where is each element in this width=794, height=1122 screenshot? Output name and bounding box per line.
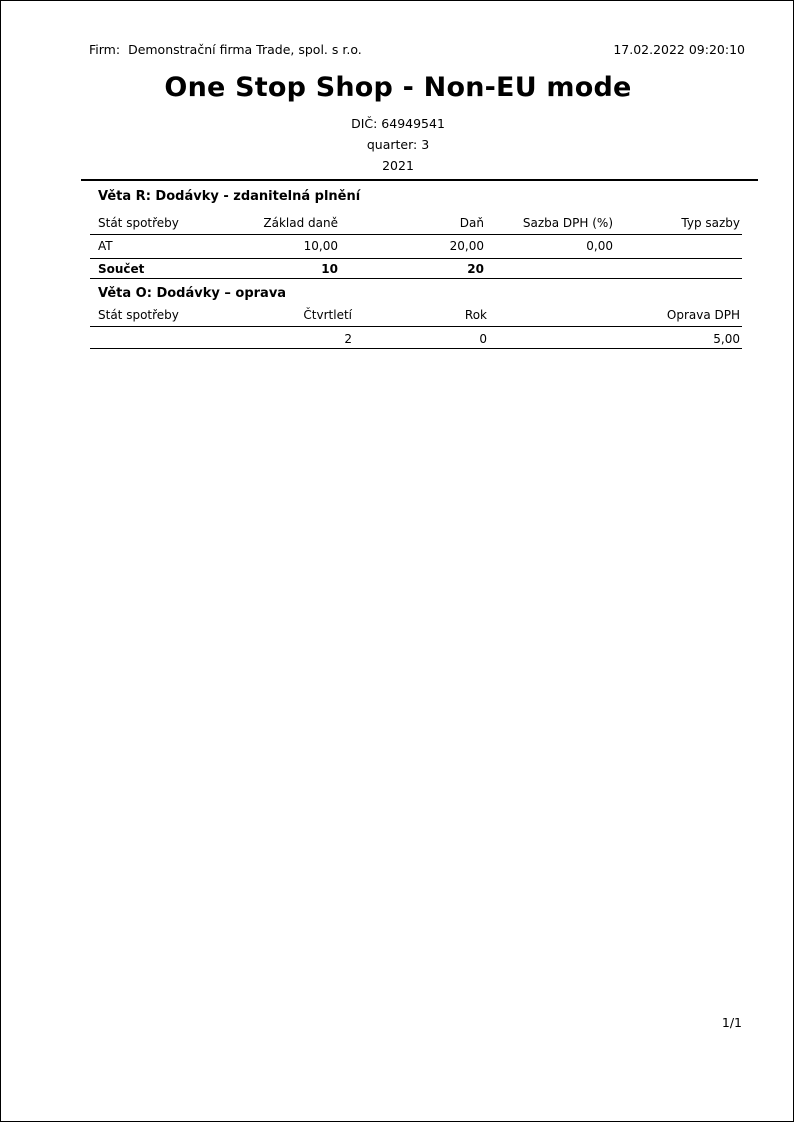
col-header-year-o: Rok — [464, 308, 487, 322]
table-row-cell-state: AT — [98, 239, 113, 253]
col-header-quarter-o: Čtvrtletí — [303, 308, 352, 322]
print-datetime: 17.02.2022 09:20:10 — [613, 42, 745, 57]
total-row-base: 10 — [321, 262, 338, 276]
col-header-state-r: Stát spotřeby — [98, 216, 179, 230]
total-row-tax: 20 — [467, 262, 484, 276]
document-header — [1, 41, 794, 59]
col-header-type-r: Typ sazby — [681, 216, 740, 230]
section-heading-veta-o: Věta O: Dodávky – oprava — [98, 286, 287, 301]
rule-under-header-r — [90, 234, 742, 235]
firm-line — [89, 41, 362, 59]
col-header-tax-r: Daň — [459, 216, 484, 230]
col-header-rate-r: Sazba DPH (%) — [522, 216, 613, 230]
page-title: One Stop Shop - Non-EU mode — [164, 72, 632, 103]
year-line: 2021 — [382, 158, 414, 173]
col-header-correction-o: Oprava DPH — [666, 308, 740, 322]
table-row-cell-base: 10,00 — [303, 239, 338, 253]
col-header-state-o: Stát spotřeby — [98, 308, 179, 322]
section-heading-veta-r: Věta R: Dodávky - zdanitelná plnění — [98, 189, 361, 204]
rule-under-header-o — [90, 326, 742, 327]
rule-above-total-r — [90, 258, 742, 259]
page-number: 1/1 — [721, 1015, 742, 1030]
rule-under-total-r — [90, 278, 742, 279]
rule-bottom-o — [90, 348, 742, 349]
vat-id-line: DIČ: 64949541 — [351, 116, 445, 131]
table-row-cell-tax: 20,00 — [449, 239, 484, 253]
table-row-cell-year-o: 0 — [479, 332, 487, 346]
table-row-cell-rate: 0,00 — [586, 239, 613, 253]
total-row-label: Součet — [98, 262, 145, 276]
table-top-rule — [81, 179, 758, 181]
table-row-cell-quarter-o: 2 — [344, 332, 352, 346]
firm-label: Firm: — [89, 42, 121, 57]
firm-name: Demonstrační firma Trade, spol. s r.o. — [128, 42, 362, 57]
col-header-base-r: Základ daně — [263, 216, 338, 230]
table-row-cell-correction-o: 5,00 — [713, 332, 740, 346]
quarter-line: quarter: 3 — [366, 137, 430, 152]
